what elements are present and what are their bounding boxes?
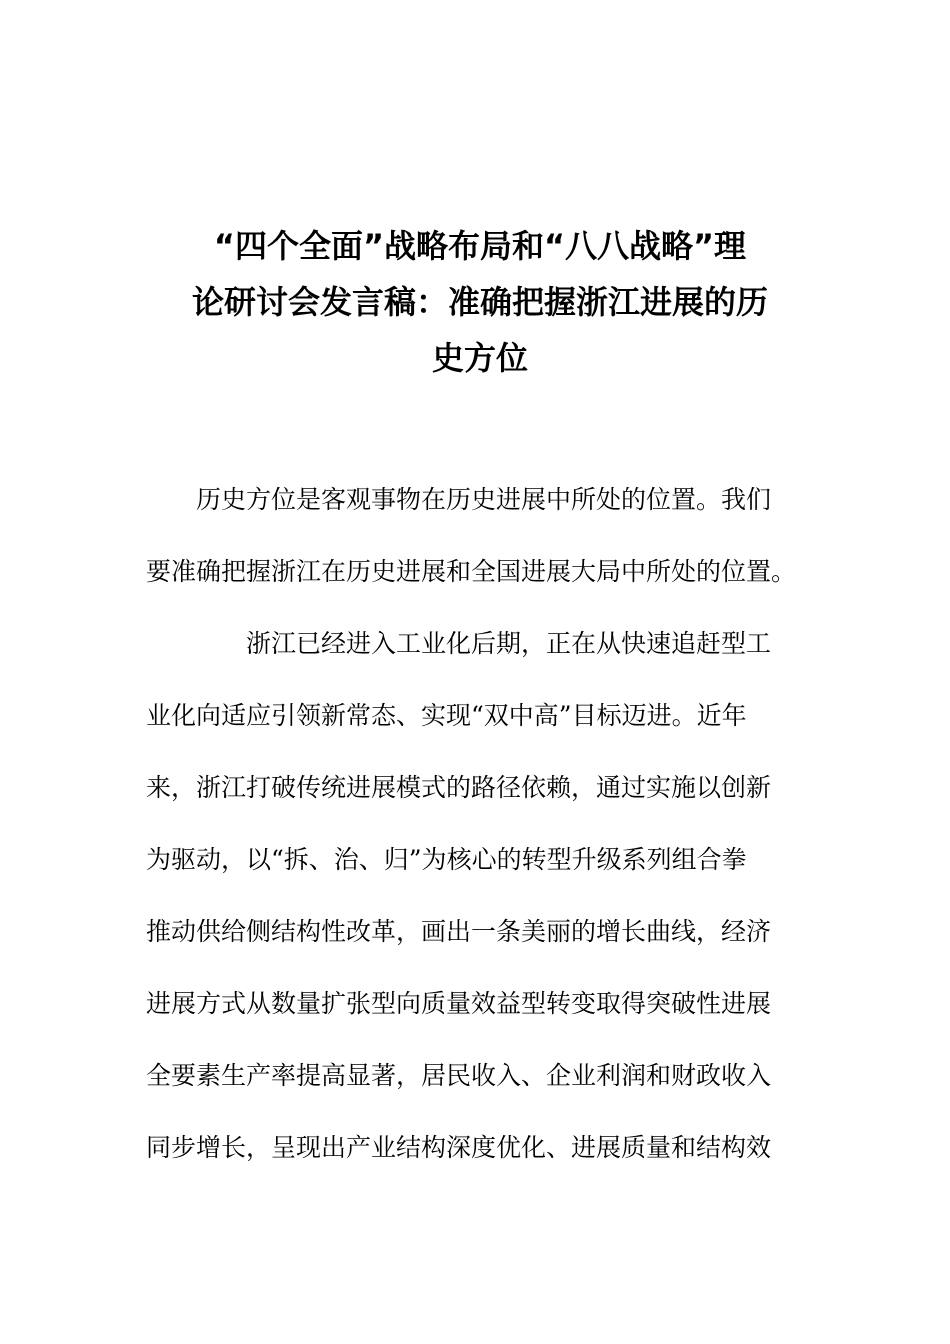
title-line: 论研讨会发言稿：准确把握浙江进展的历 [191, 283, 768, 321]
title-line: “四个全面”战略布局和“八八战略”理 [213, 227, 747, 265]
paragraph-2-line: 进展方式从数量扩张型向质量效益型转变取得突破性进展 [146, 989, 772, 1018]
paragraph-1-line: 要准确把握浙江在历史进展和全国进展大局中所处的位置。 [146, 557, 797, 586]
document-body [146, 464, 806, 1184]
paragraph-2-line: 业化向适应引领新常态、实现“双中高”目标迈进。近年 [146, 701, 747, 730]
paragraph-1-line: 历史方位是客观事物在历史进展中所处的位置。我们 [196, 485, 772, 514]
paragraph-2-line: 同步增长，呈现出产业结构深度优化、进展质量和结构效 [146, 1133, 772, 1162]
paragraph-2-line: 为驱动，以“拆、治、归”为核心的转型升级系列组合拳 [146, 845, 747, 874]
paragraph-2-line: 推动供给侧结构性改革，画出一条美丽的增长曲线，经济 [146, 917, 772, 946]
title-line: 史方位 [431, 339, 528, 377]
paragraph-2-line: 浙江已经进入工业化后期，正在从快速追赶型工 [246, 629, 772, 658]
document-title [150, 218, 810, 386]
paragraph-2-line: 全要素生产率提高显著，居民收入、企业利润和财政收入 [146, 1061, 772, 1090]
paragraph-2-line: 来，浙江打破传统进展模式的路径依赖，通过实施以创新 [146, 773, 772, 802]
